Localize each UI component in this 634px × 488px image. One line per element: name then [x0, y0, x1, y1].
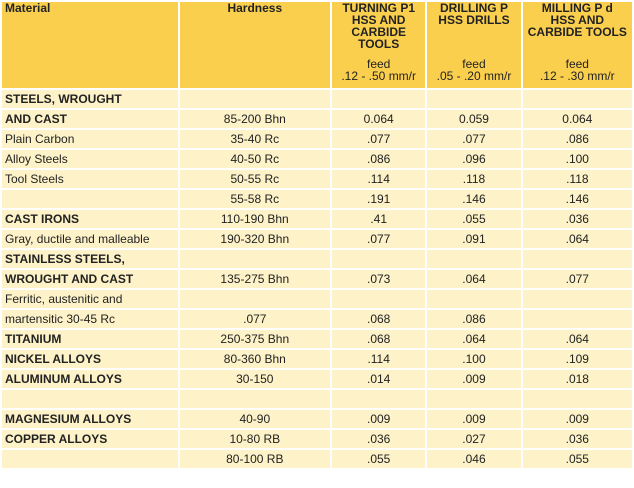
hardness-cell: 50-55 Rc: [180, 170, 330, 188]
drilling-cell: .077: [427, 130, 520, 148]
material-cell: [2, 390, 178, 408]
turning-cell: .41: [332, 210, 425, 228]
milling-cell: [523, 290, 632, 308]
hardness-cell: 190-320 Bhn: [180, 230, 330, 248]
material-cell: Plain Carbon: [2, 130, 178, 148]
drilling-cell: .027: [427, 430, 520, 448]
table-row: [2, 330, 632, 348]
drilling-cell: 0.059: [427, 110, 520, 128]
turning-cell: 0.064: [332, 110, 425, 128]
turning-cell: [332, 390, 425, 408]
drilling-cell: [427, 390, 520, 408]
material-cell: ALUMINUM ALLOYS: [2, 370, 178, 388]
hardness-cell: 85-200 Bhn: [180, 110, 330, 128]
turning-cell: .036: [332, 430, 425, 448]
material-cell: AND CAST: [2, 110, 178, 128]
table-row: [2, 90, 632, 108]
table-row: [2, 350, 632, 368]
hardness-cell: 80-100 RB: [180, 450, 330, 468]
turning-feed-label: feed .12 - .50 mm/r: [341, 57, 417, 83]
milling-cell: [523, 390, 632, 408]
milling-cell: .036: [523, 210, 632, 228]
milling-cell: 0.064: [523, 110, 632, 128]
drilling-cell: .009: [427, 370, 520, 388]
hardness-cell: [180, 90, 330, 108]
material-cell: TITANIUM: [2, 330, 178, 348]
drilling-cell: .100: [427, 350, 520, 368]
drilling-cell: .064: [427, 330, 520, 348]
table-row: [2, 250, 632, 268]
material-cell: Alloy Steels: [2, 150, 178, 168]
material-header: Material: [2, 2, 178, 88]
turning-cell: [332, 250, 425, 268]
hardness-cell: 30-150: [180, 370, 330, 388]
turning-cell: .073: [332, 270, 425, 288]
turning-cell: .055: [332, 450, 425, 468]
milling-cell: .146: [523, 190, 632, 208]
material-cell: NICKEL ALLOYS: [2, 350, 178, 368]
hardness-cell: 55-58 Rc: [180, 190, 330, 208]
table-row: [2, 290, 632, 308]
drilling-cell: .096: [427, 150, 520, 168]
table-row: [2, 430, 632, 448]
material-cell: martensitic 30-45 Rc: [2, 310, 178, 328]
drilling-cell: .118: [427, 170, 520, 188]
hardness-cell: [180, 290, 330, 308]
turning-cell: [332, 290, 425, 308]
hardness-cell: 80-360 Bhn: [180, 350, 330, 368]
milling-cell: .009: [523, 410, 632, 428]
hardness-cell: 110-190 Bhn: [180, 210, 330, 228]
material-cell: Ferritic, austenitic and: [2, 290, 178, 308]
milling-cell: .064: [523, 330, 632, 348]
milling-cell: .086: [523, 130, 632, 148]
table-row: [2, 390, 632, 408]
table-row: [2, 190, 632, 208]
milling-cell: .064: [523, 230, 632, 248]
drilling-cell: .055: [427, 210, 520, 228]
milling-feed-label: feed .12 - .30 mm/r: [539, 57, 615, 83]
drilling-cell: [427, 250, 520, 268]
turning-cell: .068: [332, 330, 425, 348]
material-cell: [2, 450, 178, 468]
turning-cell: .068: [332, 310, 425, 328]
hardness-cell: .077: [180, 310, 330, 328]
material-cell: Gray, ductile and malleable: [2, 230, 178, 248]
turning-cell: .009: [332, 410, 425, 428]
turning-cell: .014: [332, 370, 425, 388]
table-row: [2, 310, 632, 328]
turning-cell: .086: [332, 150, 425, 168]
hardness-cell: 250-375 Bhn: [180, 330, 330, 348]
turning-cell: .077: [332, 130, 425, 148]
turning-cell: .114: [332, 170, 425, 188]
material-cell: STEELS, WROUGHT: [2, 90, 178, 108]
milling-cell: .036: [523, 430, 632, 448]
material-cell: Tool Steels: [2, 170, 178, 188]
drilling-cell: .086: [427, 310, 520, 328]
table-body: [2, 90, 632, 468]
table-row: [2, 210, 632, 228]
hardness-cell: 40-90: [180, 410, 330, 428]
milling-cell: .055: [523, 450, 632, 468]
table-row: [2, 130, 632, 148]
drilling-header: DRILLING P HSS DRILLS feed .05 - .20 mm/r: [427, 2, 520, 88]
drilling-feed-label: feed .05 - .20 mm/r: [436, 57, 512, 83]
drilling-cell: .046: [427, 450, 520, 468]
milling-cell: .077: [523, 270, 632, 288]
drilling-cell: [427, 90, 520, 108]
table-row: [2, 410, 632, 428]
hardness-cell: 10-80 RB: [180, 430, 330, 448]
table-row: [2, 150, 632, 168]
milling-cell: [523, 310, 632, 328]
table-row: [2, 170, 632, 188]
milling-cell: [523, 250, 632, 268]
milling-cell: .109: [523, 350, 632, 368]
milling-cell: [523, 90, 632, 108]
milling-cell: .100: [523, 150, 632, 168]
milling-header: MILLING P d HSS AND CARBIDE TOOLS feed .12 - .30 mm/r: [523, 2, 632, 88]
hardness-header: Hardness: [180, 2, 330, 88]
table-row: [2, 110, 632, 128]
turning-cell: [332, 90, 425, 108]
turning-header: TURNING P1 HSS AND CARBIDE TOOLS feed .12 - .50 mm/r: [332, 2, 425, 88]
drilling-cell: .146: [427, 190, 520, 208]
table-row: [2, 370, 632, 388]
material-cell: CAST IRONS: [2, 210, 178, 228]
drilling-cell: .009: [427, 410, 520, 428]
hardness-cell: [180, 250, 330, 268]
material-cell: [2, 190, 178, 208]
table-row: [2, 450, 632, 468]
table-row: [2, 270, 632, 288]
drilling-cell: [427, 290, 520, 308]
drilling-cell: .091: [427, 230, 520, 248]
milling-cell: .118: [523, 170, 632, 188]
table-row: [2, 230, 632, 248]
milling-cell: .018: [523, 370, 632, 388]
hardness-cell: 35-40 Rc: [180, 130, 330, 148]
material-cell: MAGNESIUM ALLOYS: [2, 410, 178, 428]
hardness-cell: [180, 390, 330, 408]
turning-cell: .077: [332, 230, 425, 248]
hardness-cell: 40-50 Rc: [180, 150, 330, 168]
turning-cell: .114: [332, 350, 425, 368]
header-row: [2, 2, 632, 88]
hardness-cell: 135-275 Bhn: [180, 270, 330, 288]
material-cell: STAINLESS STEELS,: [2, 250, 178, 268]
material-cell: WROUGHT AND CAST: [2, 270, 178, 288]
drilling-cell: .064: [427, 270, 520, 288]
turning-cell: .191: [332, 190, 425, 208]
material-cell: COPPER ALLOYS: [2, 430, 178, 448]
